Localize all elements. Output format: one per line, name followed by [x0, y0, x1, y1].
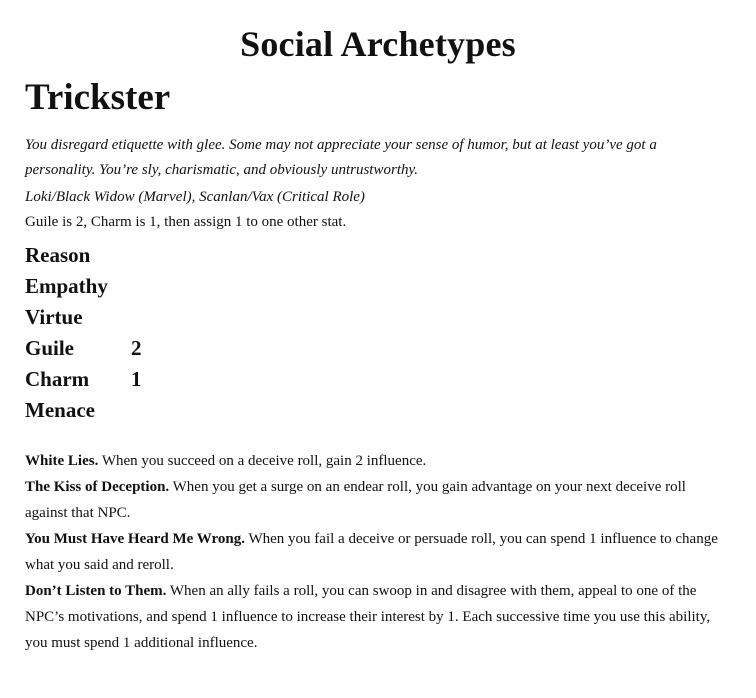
- stat-name: Charm: [25, 367, 90, 391]
- ability-name: Don’t Listen to Them.: [25, 583, 167, 599]
- ability-description: When you fail a deceive or persuade roll, you can spend 1 influence to change what you said and reroll.: [25, 531, 718, 573]
- ability-dont-listen: [25, 578, 725, 656]
- ability-name: The Kiss of Deception.: [25, 479, 170, 495]
- ability-description: When you succeed on a deceive roll, gain 2 influence.: [98, 453, 427, 469]
- stat-row-empathy: [25, 271, 171, 302]
- stat-name: Empathy: [25, 274, 108, 298]
- archetype-name: Trickster: [25, 77, 171, 118]
- stat-rule: Guile is 2, Charm is 1, then assign 1 to one other stat.: [25, 214, 347, 230]
- stat-row-menace: [25, 395, 171, 426]
- ability-description: When you get a surge on an endear roll, you gain advantage on your next deceive roll against that NPC.: [25, 479, 686, 521]
- stat-name: Reason: [25, 243, 91, 267]
- ability-kiss-of-deception: [25, 474, 725, 526]
- stat-name: Menace: [25, 398, 95, 422]
- stat-name: Guile: [25, 336, 75, 360]
- ability-name: White Lies.: [25, 453, 99, 469]
- ability-description: When an ally fails a roll, you can swoop in and disagree with them, appeal to one of the NPC’s motivations, and spend 1 influence to increase their interest by 1. Each successive time you use this ability, you must spend 1 additional influence.: [25, 583, 711, 651]
- stat-row-guile: [25, 333, 171, 364]
- archetype-flavor-text: You disregard etiquette with glee. Some may not appreciate your sense of humor, but at least you’ve got a personality. You’re sly, charismatic, and obviously untrustworthy.: [25, 137, 657, 178]
- stat-row-virtue: [25, 302, 171, 333]
- stat-value: 2: [131, 336, 142, 360]
- stat-table: [25, 240, 171, 426]
- stat-name: Virtue: [25, 305, 83, 329]
- stat-row-reason: [25, 240, 171, 271]
- ability-list: [25, 448, 725, 656]
- archetype-examples: Loki/Black Widow (Marvel), Scanlan/Vax (Critical Role): [25, 189, 365, 205]
- stat-row-charm: [25, 364, 171, 395]
- stat-value: 1: [131, 367, 142, 391]
- ability-name: You Must Have Heard Me Wrong.: [25, 531, 245, 547]
- ability-heard-me-wrong: [25, 526, 725, 578]
- page-title: Social Archetypes: [240, 24, 516, 64]
- ability-white-lies: [25, 448, 725, 474]
